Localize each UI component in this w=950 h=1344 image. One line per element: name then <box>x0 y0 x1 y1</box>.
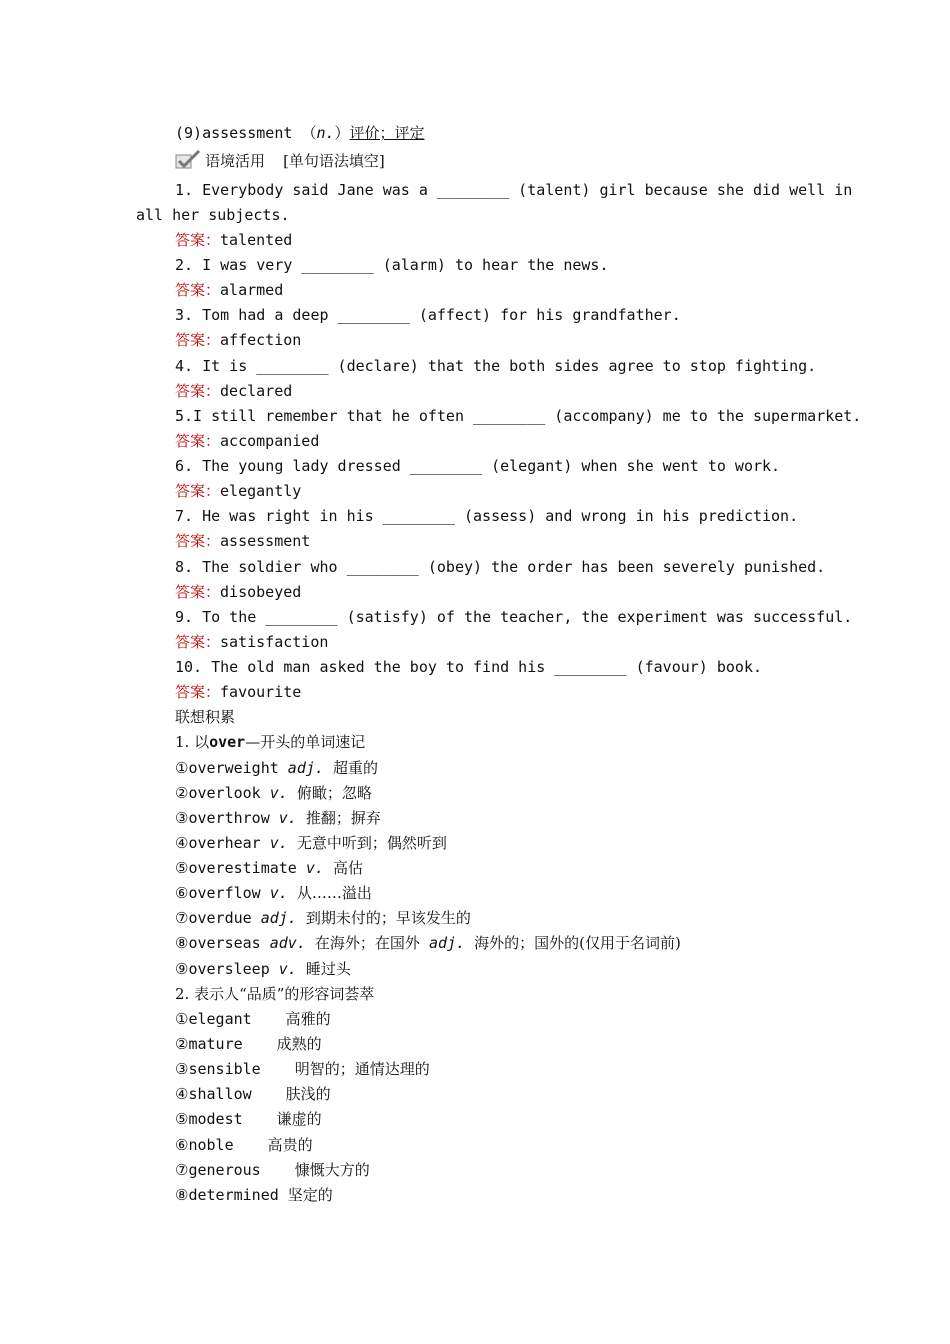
answer-label: 答案： <box>175 432 221 450</box>
item-number: ③ <box>175 809 189 827</box>
group1-heading-pre: 1. 以 <box>175 733 210 751</box>
item-number: ① <box>175 759 189 777</box>
item-word: determined <box>188 1186 279 1204</box>
item-word: overhear <box>188 834 261 852</box>
item-pos: v. <box>278 960 297 978</box>
item-number: ⑨ <box>175 960 189 978</box>
answer-6 <box>175 482 301 500</box>
section-title: 语境活用 <box>205 152 266 170</box>
quality-adjective-item <box>175 1186 333 1204</box>
exercise-6: 6. The young lady dressed ________ (elegant) when she went to work. <box>175 457 781 475</box>
item-meaning: 慷慨大方的 <box>294 1161 370 1179</box>
item-word: oversleep <box>188 960 270 978</box>
answer-label: 答案： <box>175 532 221 550</box>
quality-adjective-item <box>175 1010 331 1028</box>
item-meaning-2: 海外的；国外的(仅用于名词前) <box>474 934 681 952</box>
item-word: elegant <box>188 1010 252 1028</box>
vocab-pos: n. <box>316 124 335 142</box>
vocab-word: assessment <box>202 124 293 142</box>
answer-label: 答案： <box>175 583 221 601</box>
item-number: ⑧ <box>175 1186 189 1204</box>
over-word-item <box>175 960 351 978</box>
over-word-item <box>175 909 471 927</box>
item-number: ⑤ <box>175 859 189 877</box>
over-word-item <box>175 759 378 777</box>
item-meaning: 从……溢出 <box>296 884 372 902</box>
item-pos: v. <box>269 834 288 852</box>
answer-4 <box>175 382 292 400</box>
answer-text: assessment <box>220 532 311 550</box>
item-word: shallow <box>188 1085 252 1103</box>
item-pos: v. <box>269 784 288 802</box>
item-number: ⑥ <box>175 884 189 902</box>
item-meaning: 高贵的 <box>267 1136 313 1154</box>
item-meaning: 坚定的 <box>287 1186 333 1204</box>
group1-heading <box>175 733 365 751</box>
item-meaning: 在海外；在国外 <box>314 934 420 952</box>
item-meaning: 俯瞰；忽略 <box>296 784 372 802</box>
item-number: ② <box>175 784 189 802</box>
answer-9 <box>175 633 328 651</box>
item-word: overflow <box>188 884 261 902</box>
item-number: ④ <box>175 834 189 852</box>
item-pos: v. <box>269 884 288 902</box>
over-word-item <box>175 834 447 852</box>
exercise-4: 4. It is ________ (declare) that the both sides agree to stop fighting. <box>175 357 817 375</box>
answer-label: 答案： <box>175 633 221 651</box>
quality-adjective-item <box>175 1060 430 1078</box>
exercise-5: 5.I still remember that he often ________ (accompany) me to the supermarket. <box>175 407 862 425</box>
item-meaning: 谦虚的 <box>276 1110 322 1128</box>
item-number: ⑦ <box>175 909 189 927</box>
item-pos: adv. <box>269 934 306 952</box>
exercise-9: 9. To the ________ (satisfy) of the teacher, the experiment was successful. <box>175 608 853 626</box>
item-number: ⑥ <box>175 1136 189 1154</box>
exercise-8: 8. The soldier who ________ (obey) the order has been severely punished. <box>175 558 826 576</box>
pos-close: ） <box>334 124 350 142</box>
answer-3 <box>175 331 301 349</box>
answer-text: alarmed <box>220 281 284 299</box>
item-word: overseas <box>188 934 261 952</box>
item-number: ⑤ <box>175 1110 189 1128</box>
item-meaning: 超重的 <box>332 759 378 777</box>
answer-10 <box>175 683 301 701</box>
answer-label: 答案： <box>175 231 221 249</box>
answer-2 <box>175 281 283 299</box>
item-word: overdue <box>188 909 252 927</box>
pos-open: （ <box>301 124 317 142</box>
exercise-2: 2. I was very ________ (alarm) to hear the news. <box>175 256 609 274</box>
item-word: overweight <box>188 759 279 777</box>
item-word: generous <box>188 1161 261 1179</box>
accumulation-title: 联想积累 <box>175 708 236 726</box>
answer-text: accompanied <box>220 432 320 450</box>
item-meaning: 高估 <box>332 859 363 877</box>
over-word-item <box>175 809 381 827</box>
item-word: noble <box>188 1136 234 1154</box>
quality-adjective-item <box>175 1136 313 1154</box>
item-word: mature <box>188 1035 243 1053</box>
answer-1 <box>175 231 292 249</box>
item-meaning: 推翻；摒弃 <box>305 809 381 827</box>
item-meaning: 高雅的 <box>285 1010 331 1028</box>
exercise-1-line1: 1. Everybody said Jane was a ________ (talent) girl because she did well in <box>175 181 853 199</box>
item-pos: v. <box>278 809 297 827</box>
item-pos-2: adj. <box>428 934 466 952</box>
exercise-1-line2: all her subjects. <box>136 206 290 224</box>
item-number: ③ <box>175 1060 189 1078</box>
group1-heading-bold: over <box>209 733 246 751</box>
item-number: ④ <box>175 1085 189 1103</box>
answer-text: favourite <box>220 683 302 701</box>
item-number: ⑧ <box>175 934 189 952</box>
item-meaning: 成熟的 <box>276 1035 322 1053</box>
answer-label: 答案： <box>175 331 221 349</box>
checkmark-icon <box>175 150 201 170</box>
answer-text: elegantly <box>220 482 302 500</box>
answer-label: 答案： <box>175 382 221 400</box>
quality-adjective-item <box>175 1161 370 1179</box>
item-meaning: 睡过头 <box>305 960 351 978</box>
exercise-3: 3. Tom had a deep ________ (affect) for his grandfather. <box>175 306 681 324</box>
group1-heading-post: —开头的单词速记 <box>245 733 366 751</box>
item-pos: adj. <box>260 909 297 927</box>
answer-7 <box>175 532 310 550</box>
section-subtitle: [单句语法填空] <box>283 152 385 170</box>
section-header <box>175 150 385 170</box>
item-pos: v. <box>305 859 324 877</box>
vocab-number: (9) <box>175 124 203 142</box>
item-pos: adj. <box>287 759 324 777</box>
answer-text: disobeyed <box>220 583 302 601</box>
item-word: modest <box>188 1110 243 1128</box>
vocab-item-heading <box>175 124 425 142</box>
item-word: overestimate <box>188 859 297 877</box>
over-word-item <box>175 934 681 952</box>
answer-text: talented <box>220 231 293 249</box>
answer-label: 答案： <box>175 281 221 299</box>
answer-text: declared <box>220 382 293 400</box>
item-word: sensible <box>188 1060 261 1078</box>
answer-text: affection <box>220 331 302 349</box>
answer-5 <box>175 432 319 450</box>
item-meaning: 到期未付的；早该发生的 <box>305 909 471 927</box>
exercise-10: 10. The old man asked the boy to find his ________ (favour) book. <box>175 658 762 676</box>
item-word: overthrow <box>188 809 270 827</box>
quality-adjective-item <box>175 1085 331 1103</box>
answer-label: 答案： <box>175 683 221 701</box>
quality-adjective-item <box>175 1035 322 1053</box>
over-word-item <box>175 784 372 802</box>
item-meaning: 肤浅的 <box>285 1085 331 1103</box>
exercise-7: 7. He was right in his ________ (assess) and wrong in his prediction. <box>175 507 799 525</box>
over-word-item <box>175 884 372 902</box>
over-word-item <box>175 859 363 877</box>
answer-text: satisfaction <box>220 633 329 651</box>
item-number: ⑦ <box>175 1161 189 1179</box>
item-word: overlook <box>188 784 261 802</box>
item-meaning: 无意中听到；偶然听到 <box>296 834 447 852</box>
item-number: ① <box>175 1010 189 1028</box>
quality-adjective-item <box>175 1110 322 1128</box>
answer-label: 答案： <box>175 482 221 500</box>
group2-heading: 2. 表示人“品质”的形容词荟萃 <box>175 985 375 1003</box>
answer-8 <box>175 583 301 601</box>
item-meaning: 明智的；通情达理的 <box>294 1060 430 1078</box>
vocab-meaning: 评价；评定 <box>349 124 425 142</box>
item-number: ② <box>175 1035 189 1053</box>
